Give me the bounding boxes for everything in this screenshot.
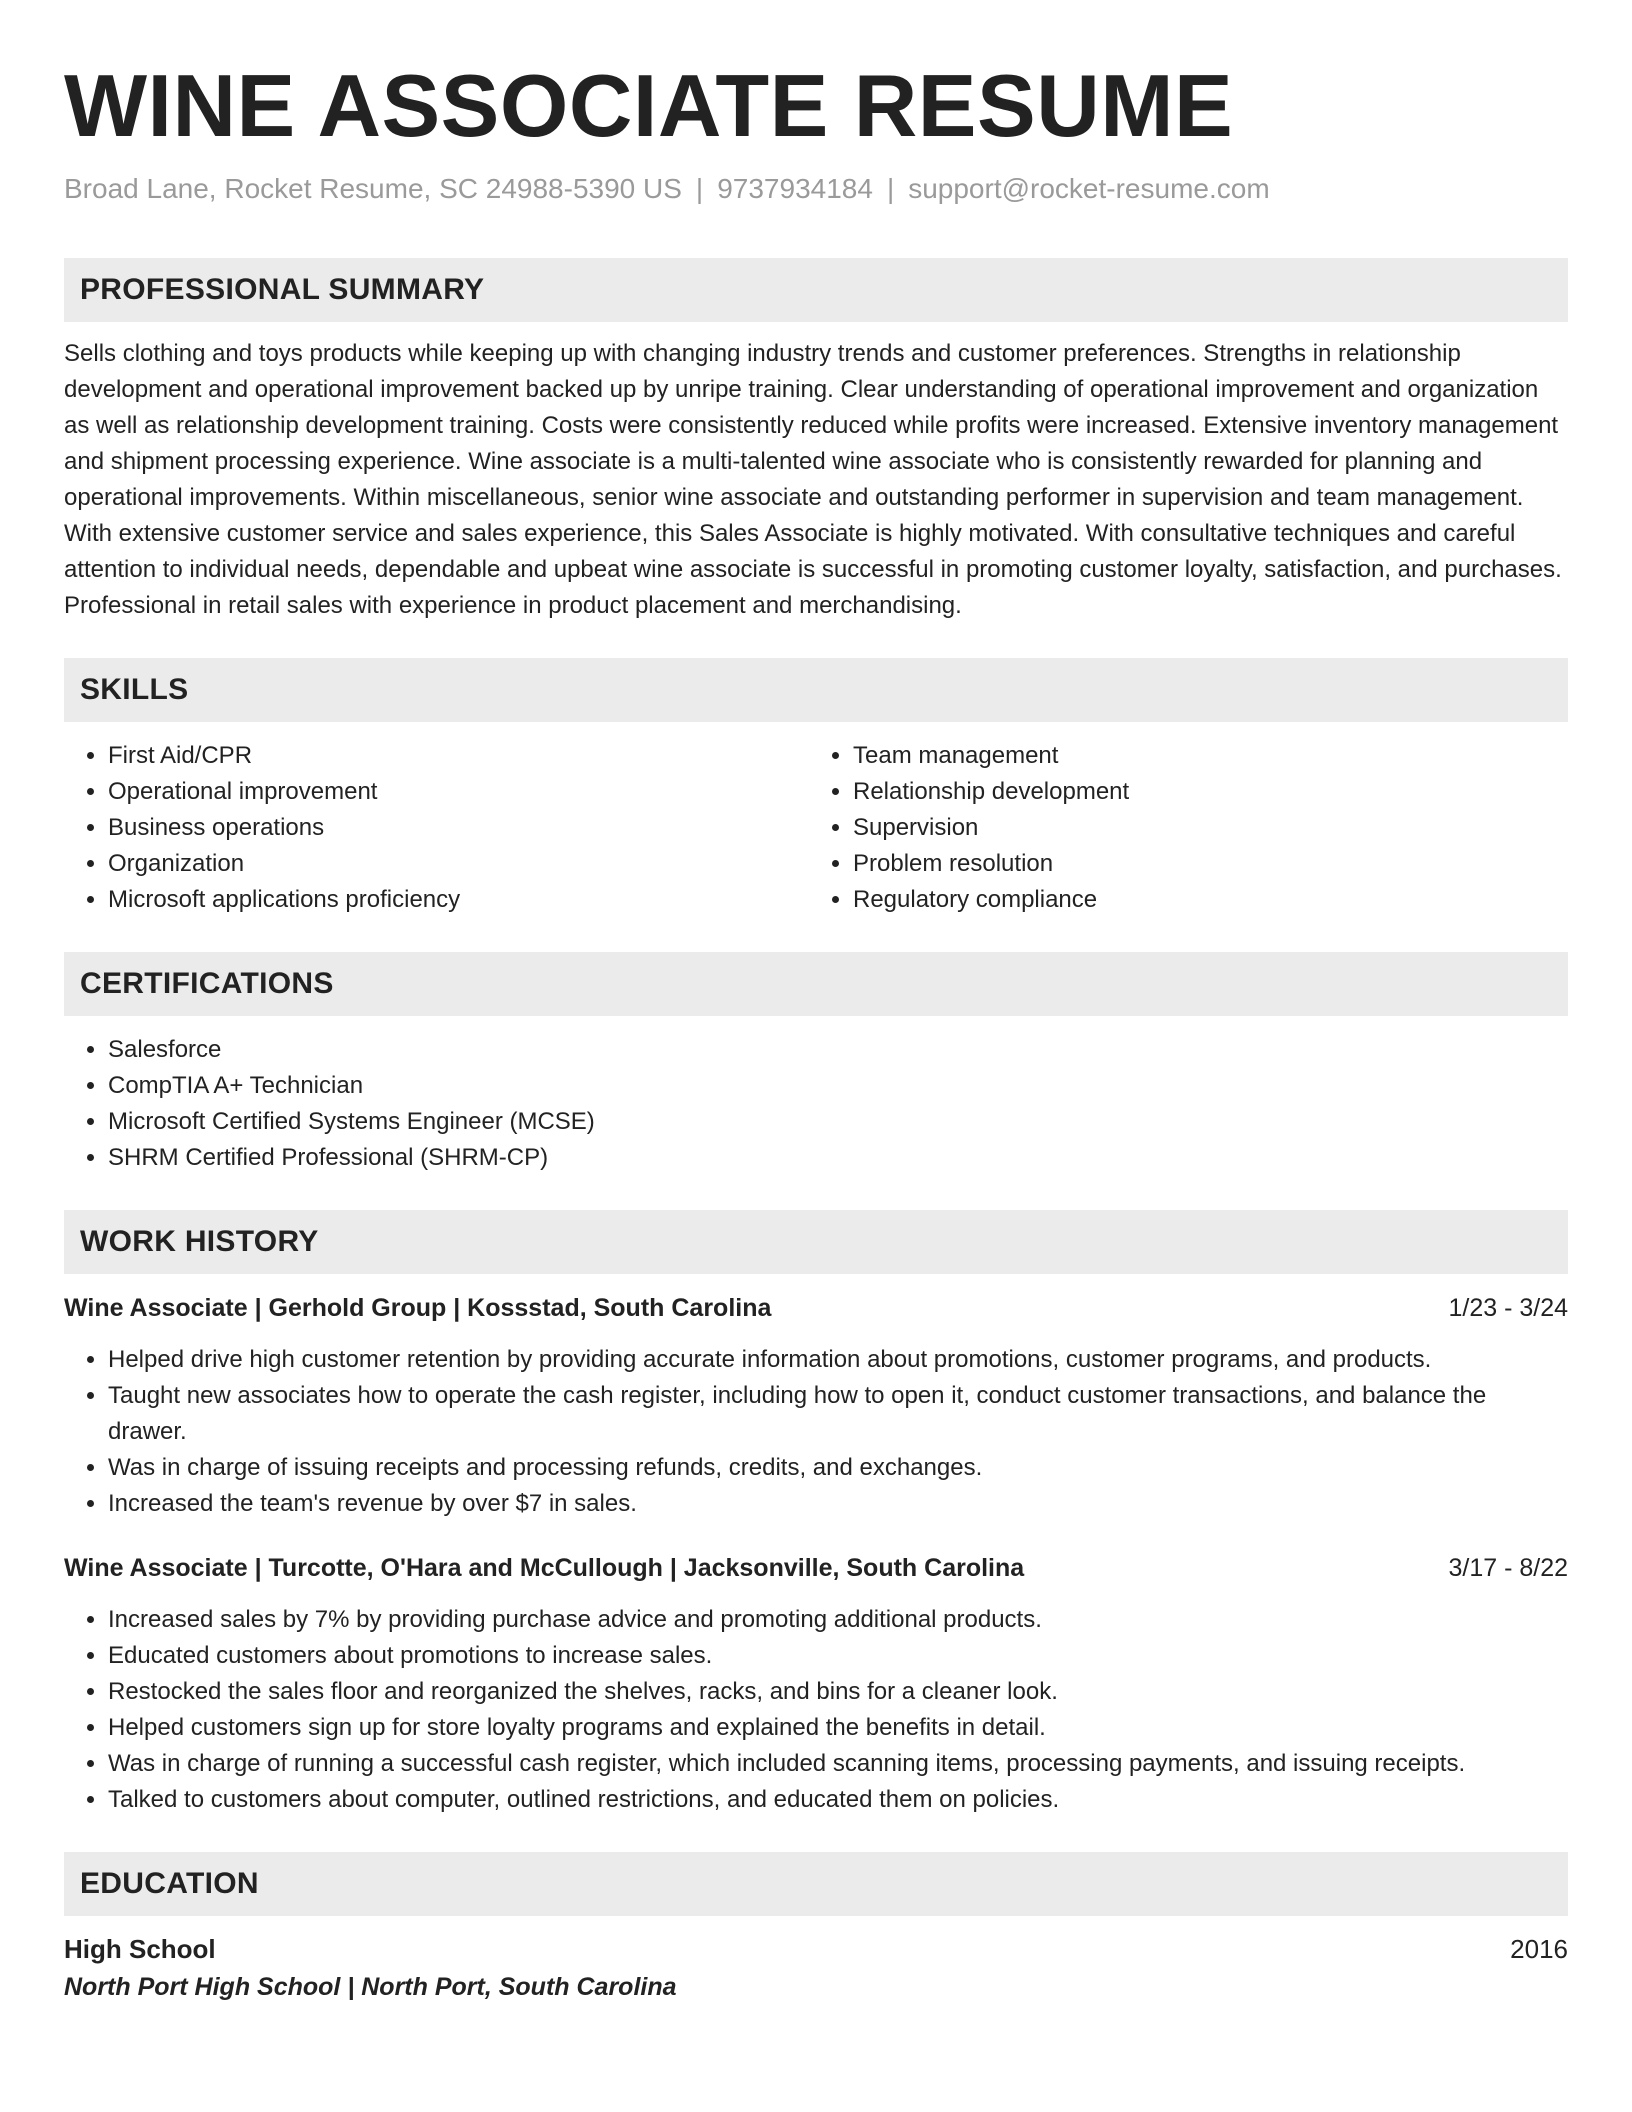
skill-item: • Supervision [853, 810, 1568, 846]
education-year: 2016 [1510, 1934, 1568, 1964]
summary-text: Sells clothing and toys products while keeping up with changing industry trends and customer preferences. Strengths in relationship development and operational improvement backed up by unripe training. Clear understanding of operational improvement and organization as well as relationship development training. Costs were consistently reduced while profits were increased. Extensive inventory management and shipment processing experience. Wine associate is a multi-talented wine associate who is consistently rewarded for planning and operational improvements. Within miscellaneous, senior wine associate and outstanding performer in supervision and team management. With extensive customer service and sales experience, this Sales Associate is highly motivated. With consultative techniques and careful attention to individual needs, dependable and upbeat wine associate is successful in promoting customer loyalty, satisfaction, and purchases. Professional in retail sales with experience in product placement and merchandising. [64, 340, 1562, 619]
skills-column-right [823, 738, 1568, 918]
skill-item: • Organization [108, 846, 823, 882]
skill-item: • Team management [853, 738, 1568, 774]
job-header [64, 1550, 1568, 1586]
job-bullets [64, 1602, 1568, 1818]
skill-item: • Relationship development [853, 774, 1568, 810]
skills-list [64, 738, 1568, 918]
skill-item: • First Aid/CPR [108, 738, 823, 774]
skill-item: • Microsoft applications proficiency [108, 882, 823, 918]
job-dates: 3/17 - 8/22 [1448, 1554, 1568, 1582]
contact-email: support@rocket-resume.com [908, 173, 1270, 204]
certifications-heading: CERTIFICATIONS [64, 952, 1568, 1016]
job-bullet: • Increased sales by 7% by providing purchase advice and promoting additional products. [108, 1602, 1568, 1638]
skill-item: • Regulatory compliance [853, 882, 1568, 918]
job-bullet: • Educated customers about promotions to increase sales. [108, 1638, 1568, 1674]
job-bullet: • Increased the team's revenue by over $7 in sales. [108, 1486, 1568, 1522]
education-heading: EDUCATION [64, 1852, 1568, 1916]
contact-address: Broad Lane, Rocket Resume, SC 24988-5390 US [64, 173, 682, 204]
job-header [64, 1290, 1568, 1326]
contact-separator: | [695, 173, 704, 204]
contact-separator: | [886, 173, 895, 204]
job-entry [64, 1550, 1568, 1818]
job-title: Wine Associate | Gerhold Group | Kossstad, South Carolina [64, 1294, 772, 1322]
job-bullet: • Taught new associates how to operate the cash register, including how to open it, conduct customer transactions, and balance the drawer. [108, 1378, 1568, 1450]
skill-item: • Operational improvement [108, 774, 823, 810]
certification-item: • SHRM Certified Professional (SHRM-CP) [108, 1140, 1568, 1176]
contact-phone: 9737934184 [717, 173, 873, 204]
certification-item: • CompTIA A+ Technician [108, 1068, 1568, 1104]
skill-item: • Business operations [108, 810, 823, 846]
certification-item: • Microsoft Certified Systems Engineer (MCSE) [108, 1104, 1568, 1140]
job-dates: 1/23 - 3/24 [1448, 1294, 1568, 1322]
job-bullet: • Helped drive high customer retention by providing accurate information about promotions, customer programs, and products. [108, 1342, 1568, 1378]
education-entry [64, 1930, 1568, 2006]
job-bullet: • Talked to customers about computer, outlined restrictions, and educated them on policies. [108, 1782, 1568, 1818]
skills-heading: SKILLS [64, 658, 1568, 722]
job-bullet: • Helped customers sign up for store loyalty programs and explained the benefits in detail. [108, 1710, 1568, 1746]
contact-line [64, 172, 1568, 206]
education-header [64, 1930, 1568, 1968]
job-title: Wine Associate | Turcotte, O'Hara and McCullough | Jacksonville, South Carolina [64, 1554, 1025, 1582]
job-bullet: • Was in charge of running a successful cash register, which included scanning items, processing payments, and issuing receipts. [108, 1746, 1568, 1782]
job-bullet: • Was in charge of issuing receipts and processing refunds, credits, and exchanges. [108, 1450, 1568, 1486]
resume-title: WINE ASSOCIATE RESUME [64, 56, 1234, 155]
education-school: North Port High School | North Port, South Carolina [64, 1973, 677, 2001]
job-bullets [64, 1342, 1568, 1522]
job-entry [64, 1290, 1568, 1522]
skill-item: • Problem resolution [853, 846, 1568, 882]
certifications-list [64, 1032, 1568, 1176]
job-bullet: • Restocked the sales floor and reorganized the shelves, racks, and bins for a cleaner look. [108, 1674, 1568, 1710]
work-history-heading: WORK HISTORY [64, 1210, 1568, 1274]
summary-heading: PROFESSIONAL SUMMARY [64, 258, 1568, 322]
skills-column-left [64, 738, 823, 918]
certification-item: • Salesforce [108, 1032, 1568, 1068]
education-degree: High School [64, 1934, 216, 1964]
